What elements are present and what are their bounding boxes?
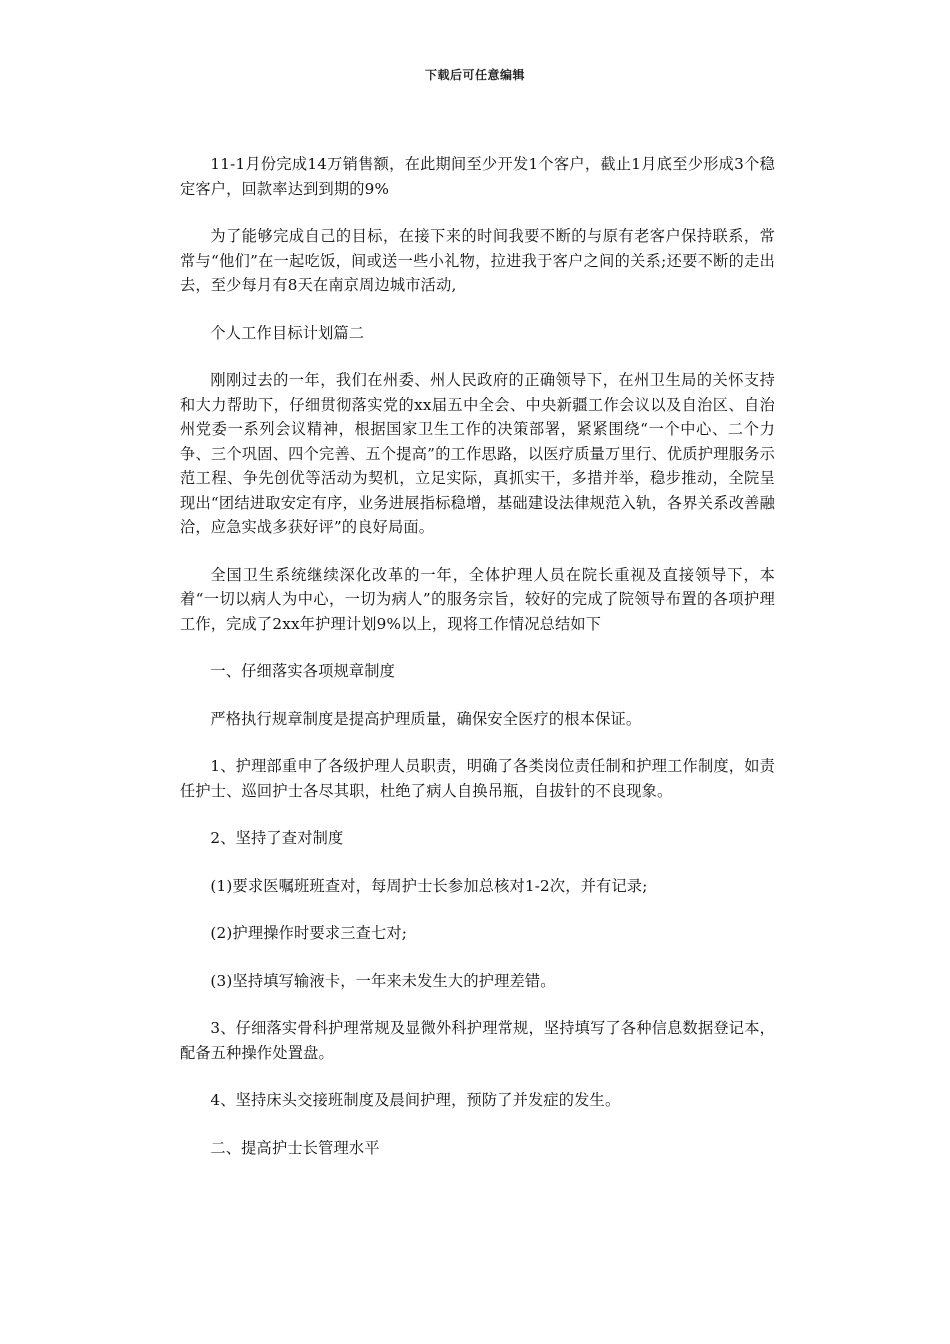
paragraph: 3、仔细落实骨科护理常规及显微外科护理常规，坚持填写了各种信息数据登记本，配备五种操作处置盘。 bbox=[180, 1019, 775, 1062]
list-item: 2、坚持了查对制度 bbox=[210, 829, 344, 847]
section-heading: 一、仔细落实各项规章制度 bbox=[210, 662, 396, 680]
section-heading: 二、提高护士长管理水平 bbox=[210, 1138, 380, 1157]
list-item: (3)坚持填写输液卡，一年来未发生大的护理差错。 bbox=[210, 971, 556, 990]
paragraph: 1、护理部重申了各级护理人员职责，明确了各类岗位责任制和护理工作制度，如责任护士、巡回护士各尽其职，杜绝了病人自换吊瓶，自拔针的不良现象。 bbox=[180, 757, 775, 800]
paragraph: 4、坚持床头交接班制度及晨间护理，预防了并发症的发生。 bbox=[210, 1091, 621, 1109]
paragraph: 全国卫生系统继续深化改革的一年，全体护理人员在院长重视及直接领导下，本着“一切以病人为中心，一切为病人”的服务宗旨，较好的完成了院领导布置的各项护理工作，完成了2xx年护理计划9%以上，现将工作情况总结如下 bbox=[180, 565, 775, 633]
list-item: (2)护理操作时要求三查七对; bbox=[210, 924, 408, 942]
paragraph: 刚刚过去的一年，我们在州委、州人民政府的正确领导下，在州卫生局的关怀支持和大力帮助下，仔细贯彻落实党的xx届五中全会、中央新疆工作会议以及自治区、自治州党委一系列会议精神，根据国家卫生工作的决策部署，紧紧围绕“一个中心、二个力争、三个巩固、四个完善、五个提高”的工作思路，以医疗质量万里行、优质护理服务示范工程、争先创优等活动为契机，立足实际，真抓实干，多措并举，稳步推动，全院呈现出“团结进取安定有序，业务进展指标稳增，基础建设法律规范入轨，各界关系改善融洽，应急实战多获好评”的良好局面。 bbox=[180, 371, 775, 536]
section-heading: 个人工作目标计划篇二 bbox=[210, 323, 365, 342]
paragraph: 严格执行规章制度是提高护理质量，确保安全医疗的根本保证。 bbox=[210, 709, 642, 728]
paragraph: 11-1月份完成14万销售额，在此期间至少开发1个客户，截止1月底至少形成3个稳定客户，回款率达到到期的9% bbox=[180, 155, 775, 198]
paragraph: 为了能够完成自己的目标，在接下来的时间我要不断的与原有老客户保持联系，常常与“他们”在一起吃饭，间或送一些小礼物，拉进我于客户之间的关系;还要不断的走出去，至少每月有8天在南京周边城市活动, bbox=[180, 227, 775, 294]
document-body bbox=[180, 152, 775, 1183]
list-item: (1)要求医嘱班班查对，每周护士长参加总核对1-2次，并有记录; bbox=[210, 876, 648, 895]
page-header: 下载后可任意编辑 bbox=[424, 68, 525, 82]
